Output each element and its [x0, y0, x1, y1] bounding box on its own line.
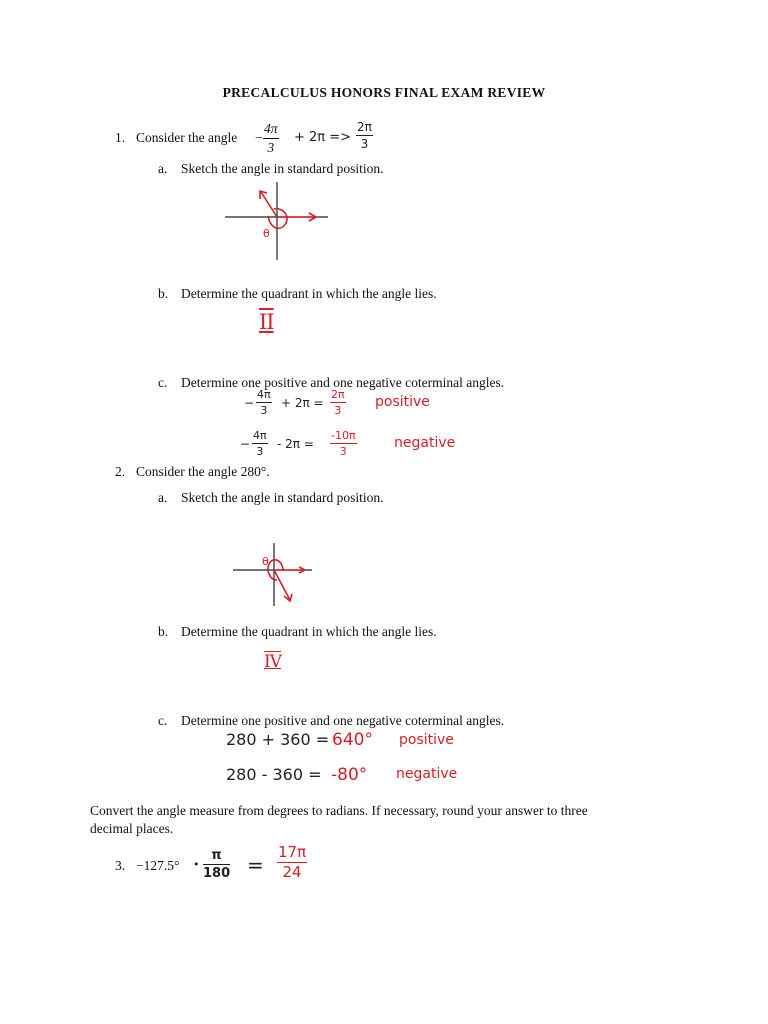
- q1c-text: Determine one positive and one negative coterminal angles.: [181, 375, 505, 390]
- q2c-line1-result: 640°: [332, 730, 373, 750]
- q1c-line2-op: - 2π =: [277, 437, 314, 451]
- q2a-text: Sketch the angle in standard position.: [181, 490, 384, 505]
- q1-result-numerator: 2π: [357, 120, 372, 134]
- q3-equals: =: [247, 853, 264, 877]
- q1-handwritten-plus-2pi: + 2π =>: [294, 130, 352, 145]
- q1c-line1-op: + 2π =: [281, 396, 324, 410]
- q1c-line1-fraction: [256, 389, 272, 416]
- q1c-line1-result-denominator: 3: [334, 404, 342, 417]
- q3-multiply-dot: •: [193, 858, 200, 871]
- q1c-line2-numerator: 4π: [253, 429, 267, 442]
- q1-angle-sketch: [220, 180, 330, 265]
- q3-factor-numerator: π: [203, 849, 230, 865]
- q1-angle-denominator: 3: [267, 139, 275, 155]
- q2-axes: [233, 543, 312, 606]
- q1-handwritten-result: [356, 121, 373, 150]
- q2-prompt: Consider the angle 280°.: [136, 464, 270, 479]
- q1-result-denominator: 3: [360, 137, 369, 151]
- q3-value: −127.5°: [136, 858, 180, 873]
- q3-answer-numerator: 17π: [278, 843, 307, 861]
- q2c-text: Determine one positive and one negative coterminal angles.: [181, 713, 505, 728]
- q1-theta-label: θ: [263, 227, 270, 240]
- convert-instruction-line1: Convert the angle measure from degrees to radians. If necessary, round your answer to three: [90, 803, 588, 818]
- q3-answer-denominator: 24: [282, 863, 302, 881]
- q2c-line2-expr: 280 - 360 =: [226, 765, 322, 784]
- document-title: PRECALCULUS HONORS FINAL EXAM REVIEW: [222, 85, 546, 100]
- q1-angle-numerator: 4π: [263, 122, 279, 139]
- q1c-line2-denominator: 3: [256, 445, 264, 458]
- q2c-line2-result: -80°: [331, 765, 368, 785]
- q1c-line2-fraction: [252, 430, 268, 457]
- q1b-answer: II: [259, 310, 274, 334]
- q3-factor-denominator: 180: [203, 866, 231, 881]
- q1c-line1-numerator: 4π: [257, 388, 271, 401]
- q1c-positive-label: positive: [375, 394, 430, 410]
- q3-number: 3.: [115, 858, 126, 873]
- q2b-answer: IV: [264, 652, 281, 672]
- q2c-negative-label: negative: [396, 766, 458, 782]
- q1a-text: Sketch the angle in standard position.: [181, 161, 384, 176]
- q1-number: 1.: [115, 130, 126, 145]
- q2-theta-label: θ: [262, 555, 269, 568]
- q1b-text: Determine the quadrant in which the angle lies.: [181, 286, 437, 301]
- q1c-negative-label: negative: [394, 435, 456, 451]
- q1a-letter: a.: [158, 161, 168, 176]
- q2c-positive-label: positive: [399, 732, 454, 748]
- q2b-letter: b.: [158, 624, 169, 639]
- q1b-letter: b.: [158, 286, 169, 301]
- q2b-text: Determine the quadrant in which the angle lies.: [181, 624, 437, 639]
- q2c-letter: c.: [158, 713, 168, 728]
- q1c-line1-denominator: 3: [260, 404, 268, 417]
- q1c-line1-result-numerator: 2π: [331, 388, 345, 401]
- q1-angle-ray: [260, 191, 316, 228]
- q1c-line1-result: [330, 389, 346, 416]
- q2-angle-sketch: [230, 540, 320, 610]
- q1c-line2-minus: −: [240, 437, 251, 451]
- q1-prompt: Consider the angle: [136, 130, 238, 145]
- q1c-line2-result-numerator: -10π: [331, 429, 356, 442]
- q1c-letter: c.: [158, 375, 168, 390]
- q1c-line2-result-denominator: 3: [339, 445, 347, 458]
- q2c-line1-expr: 280 + 360 =: [226, 730, 330, 749]
- q2a-letter: a.: [158, 490, 168, 505]
- q1c-line1-minus: −: [244, 396, 255, 410]
- q3-answer: [277, 845, 307, 880]
- q1c-line2-result: [330, 430, 357, 457]
- q2-number: 2.: [115, 464, 126, 479]
- convert-instruction-line2: decimal places.: [90, 821, 174, 836]
- q3-conversion-factor: [203, 849, 230, 880]
- q1-neg-sign: −: [255, 130, 263, 145]
- q1-angle-fraction: [263, 122, 279, 154]
- q1-axes: [225, 182, 328, 260]
